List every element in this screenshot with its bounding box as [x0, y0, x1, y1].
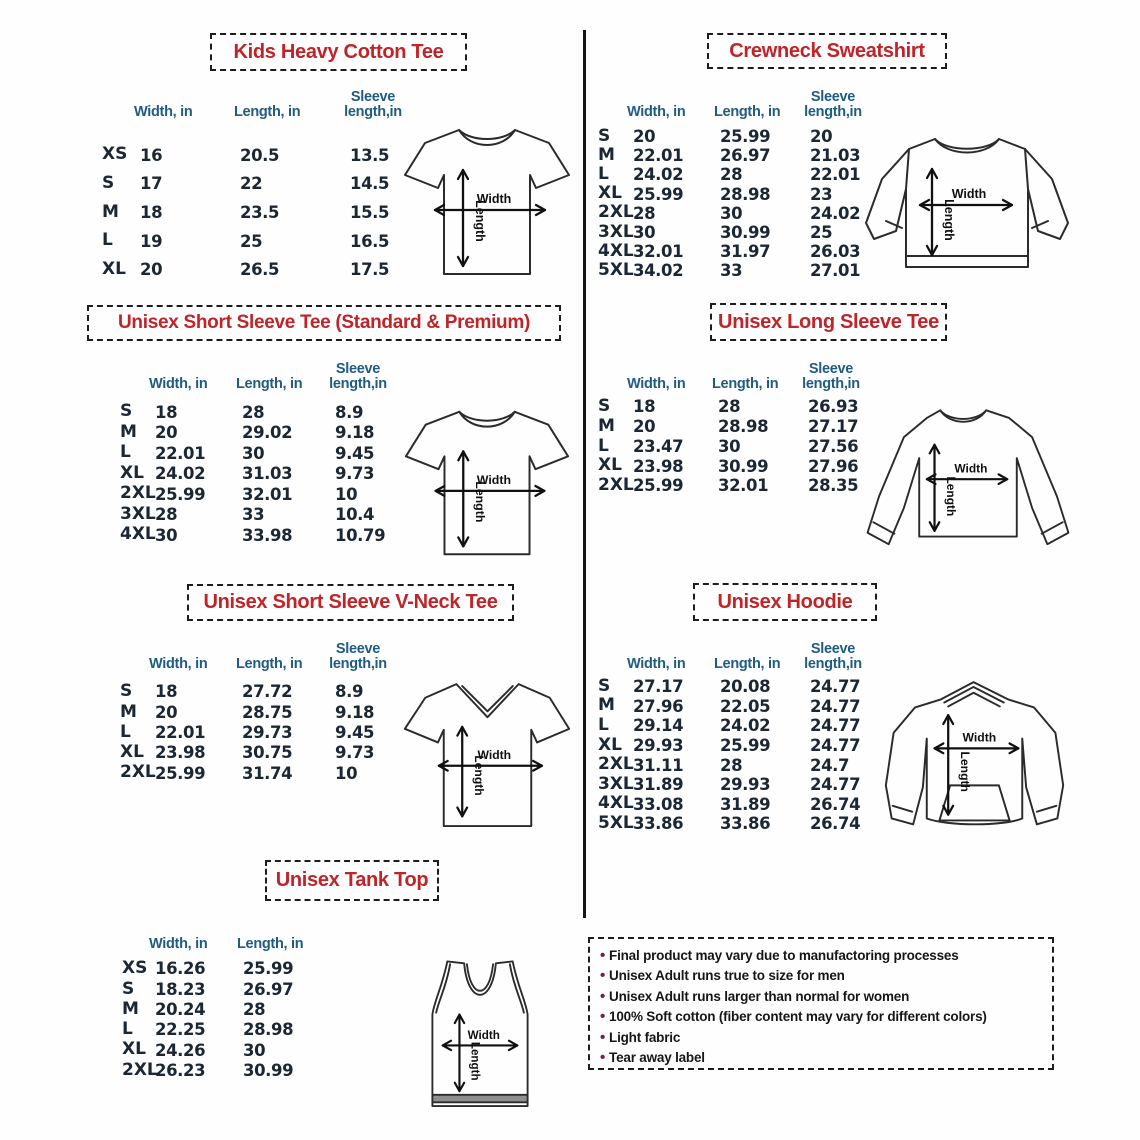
size-value: 25.99: [155, 484, 206, 504]
size-label: S: [598, 395, 611, 416]
length-label: Length: [473, 481, 488, 523]
size-label: XS: [122, 958, 148, 979]
size-value: 23: [810, 184, 833, 204]
size-value: 26.93: [808, 397, 859, 417]
size-value: 18: [155, 682, 178, 702]
size-label: 2XL: [598, 754, 634, 775]
size-value: 29.14: [633, 716, 684, 736]
size-value: 24.02: [810, 203, 861, 223]
section-kids-heavy-cotton-tee: [85, 28, 585, 298]
column-header: Length, in: [234, 103, 301, 120]
size-value: 30: [243, 1040, 266, 1060]
size-label: M: [598, 415, 615, 436]
size-value: 10: [335, 763, 358, 783]
size-value: 14.5: [350, 174, 390, 194]
notes-list: [600, 946, 1042, 1068]
table-header-row: [120, 634, 430, 672]
size-label: L: [102, 230, 113, 251]
table-row: [120, 682, 430, 702]
length-label: Length: [943, 476, 958, 517]
sweatshirt-illustration: [862, 125, 1072, 305]
size-value: 32.01: [633, 242, 684, 262]
table-row: [122, 1000, 343, 1020]
size-table: [598, 82, 895, 281]
size-value: 9.18: [335, 423, 375, 443]
tank-top-illustration: [424, 956, 536, 1118]
section-unisex-v-neck-tee: [85, 580, 585, 855]
table-row: [598, 456, 893, 476]
size-value: 10: [335, 484, 358, 504]
table-row: [120, 505, 430, 526]
size-table: [102, 82, 445, 284]
table-row: [120, 743, 430, 763]
section-title: Unisex Short Sleeve Tee (Standard & Premium): [87, 305, 561, 341]
size-value: 20.24: [155, 1000, 206, 1020]
size-value: 28.75: [242, 702, 293, 722]
size-value: 20: [155, 702, 178, 722]
note-item: • 100% Soft cotton (fiber content may vary for different colors): [600, 1007, 1042, 1027]
table-row: [598, 775, 895, 795]
size-value: 8.9: [335, 682, 364, 702]
table-row: [120, 702, 430, 722]
note-item: • Unisex Adult runs larger than normal for women: [600, 987, 1042, 1007]
size-value: 30: [718, 436, 741, 456]
column-header: Length, in: [714, 655, 781, 672]
width-label: Width: [951, 187, 987, 201]
product-notes: [588, 937, 1054, 1070]
size-value: 34.02: [633, 261, 684, 281]
size-table: [120, 354, 430, 546]
size-label: XL: [122, 1039, 146, 1060]
size-value: 26.23: [155, 1060, 206, 1080]
size-value: 16: [140, 145, 163, 165]
size-value: 33.08: [633, 794, 684, 814]
table-row: [120, 484, 430, 505]
size-table: [598, 354, 893, 496]
size-value: 31.89: [720, 794, 771, 814]
note-item: • Light fabric: [600, 1028, 1042, 1048]
section-unisex-short-sleeve-tee: [85, 300, 585, 575]
size-value: 23.5: [240, 203, 280, 223]
section-unisex-tank-top: [85, 858, 585, 1140]
table-row: [598, 716, 895, 736]
table-row: [598, 261, 895, 280]
size-value: 27.17: [808, 417, 859, 437]
long-sleeve-tee-illustration: [858, 398, 1078, 568]
size-value: 28: [242, 402, 265, 422]
note-item: • Tear away label: [600, 1048, 1042, 1068]
size-value: 30: [720, 203, 743, 223]
size-value: 33.86: [633, 814, 684, 834]
size-value: 24.7: [810, 755, 850, 775]
size-table: [598, 634, 895, 834]
column-header: Width, in: [134, 103, 193, 120]
size-label: XS: [102, 144, 128, 165]
size-value: 18: [140, 203, 163, 223]
table-row: [598, 223, 895, 242]
size-label: L: [122, 1019, 133, 1040]
table-row: [120, 525, 430, 546]
table-row: [598, 697, 895, 717]
size-value: 16.5: [350, 231, 390, 251]
table-row: [598, 417, 893, 437]
size-value: 32.01: [718, 476, 769, 496]
table-row: [120, 763, 430, 783]
size-value: 26.5: [240, 260, 280, 280]
table-row: [598, 755, 895, 775]
size-value: 28.98: [718, 417, 769, 437]
column-header: Length, in: [712, 375, 779, 392]
size-label: XL: [120, 742, 144, 763]
size-label: XL: [120, 462, 144, 483]
size-label: M: [598, 144, 615, 165]
size-value: 24.02: [633, 165, 684, 185]
size-value: 18.23: [155, 979, 206, 999]
size-label: 4XL: [120, 524, 156, 545]
size-label: 5XL: [598, 813, 634, 834]
size-value: 9.18: [335, 702, 375, 722]
table-row: [102, 170, 445, 199]
size-value: 23.98: [633, 456, 684, 476]
column-header: Length, in: [236, 655, 303, 672]
size-value: 27.72: [242, 682, 293, 702]
size-label: L: [598, 164, 609, 185]
size-value: 17: [140, 174, 163, 194]
table-row: [598, 242, 895, 261]
size-value: 10.4: [335, 505, 375, 525]
size-value: 24.02: [720, 716, 771, 736]
table-row: [122, 1020, 343, 1040]
size-value: 27.96: [808, 456, 859, 476]
size-value: 26.97: [720, 146, 771, 166]
size-value: 33: [242, 505, 265, 525]
size-label: XL: [102, 259, 126, 280]
size-value: 28: [718, 397, 741, 417]
size-value: 24.77: [810, 677, 861, 697]
size-label: S: [120, 681, 133, 702]
size-value: 25: [240, 231, 263, 251]
size-value: 24.26: [155, 1040, 206, 1060]
tee-illustration: [398, 398, 576, 570]
table-header-row: [122, 914, 343, 952]
size-value: 24.77: [810, 716, 861, 736]
section-crewneck-sweatshirt: [590, 28, 1085, 298]
size-value: 16.26: [155, 959, 206, 979]
size-value: 30: [155, 525, 178, 545]
table-row: [598, 127, 895, 146]
table-row: [122, 1060, 343, 1080]
size-table: [122, 914, 343, 1081]
length-label: Length: [473, 200, 487, 242]
size-value: 24.77: [810, 696, 861, 716]
table-row: [120, 443, 430, 464]
size-value: 29.93: [633, 735, 684, 755]
column-header: Width, in: [149, 655, 208, 672]
width-label: Width: [962, 730, 997, 745]
size-value: 27.56: [808, 436, 859, 456]
size-value: 28: [633, 203, 656, 223]
size-value: 28.98: [720, 184, 771, 204]
table-header-row: [102, 82, 445, 120]
size-value: 18: [633, 397, 656, 417]
table-row: [598, 397, 893, 417]
column-header: Length, in: [714, 103, 781, 120]
column-header: Sleeve length,in: [329, 640, 387, 672]
size-value: 30.99: [718, 456, 769, 476]
column-header: Length, in: [236, 375, 303, 392]
length-label: Length: [468, 1041, 482, 1081]
size-value: 18: [155, 402, 178, 422]
column-header: Width, in: [627, 103, 686, 120]
size-label: M: [102, 201, 119, 222]
size-label: 2XL: [598, 202, 634, 223]
size-value: 28.98: [243, 1020, 294, 1040]
size-label: M: [120, 421, 137, 442]
table-row: [120, 723, 430, 743]
width-label: Width: [476, 473, 512, 487]
column-header: Width, in: [149, 375, 208, 392]
table-header-row: [120, 354, 430, 392]
table-row: [598, 814, 895, 834]
size-value: 20: [140, 260, 163, 280]
size-value: 22.01: [155, 723, 206, 743]
table-row: [598, 677, 895, 697]
note-item: • Final product may vary due to manufactoring processes: [600, 946, 1042, 966]
size-value: 20: [633, 417, 656, 437]
size-value: 25.99: [633, 476, 684, 496]
size-value: 31.97: [720, 242, 771, 262]
size-value: 20: [633, 126, 656, 146]
size-label: 5XL: [598, 259, 634, 280]
section-title: Unisex Tank Top: [265, 860, 439, 901]
size-value: 31.03: [242, 464, 293, 484]
column-header: Sleeve length,in: [329, 360, 387, 392]
size-value: 30.99: [720, 222, 771, 242]
size-value: 27.17: [633, 677, 684, 697]
size-value: 29.02: [242, 423, 293, 443]
size-value: 9.73: [335, 464, 375, 484]
size-label: L: [120, 721, 131, 742]
size-label: S: [598, 125, 611, 146]
size-value: 26.74: [810, 794, 861, 814]
size-value: 25.99: [243, 959, 294, 979]
size-value: 29.73: [242, 723, 293, 743]
size-value: 15.5: [350, 203, 390, 223]
size-value: 9.45: [335, 723, 375, 743]
length-label: Length: [942, 199, 956, 241]
table-row: [122, 1040, 343, 1060]
size-value: 33.86: [720, 814, 771, 834]
size-value: 20.08: [720, 677, 771, 697]
size-value: 28: [720, 755, 743, 775]
size-label: L: [120, 442, 131, 463]
column-header: Width, in: [627, 655, 686, 672]
size-value: 24.77: [810, 775, 861, 795]
size-value: 30: [242, 443, 265, 463]
width-label: Width: [954, 461, 988, 476]
table-row: [102, 227, 445, 256]
size-label: M: [122, 998, 139, 1019]
length-label: Length: [957, 751, 972, 792]
v-neck-tee-illustration: [400, 672, 575, 844]
width-label: Width: [467, 1028, 500, 1042]
table-row: [598, 437, 893, 457]
size-value: 31.89: [633, 775, 684, 795]
size-label: L: [598, 715, 609, 736]
size-value: 24.02: [155, 464, 206, 484]
size-value: 22: [240, 174, 263, 194]
size-value: 25.99: [720, 735, 771, 755]
size-label: S: [120, 401, 133, 422]
table-row: [102, 256, 445, 285]
size-label: 3XL: [120, 503, 156, 524]
section-title: Unisex Hoodie: [693, 583, 877, 621]
size-label: 3XL: [598, 221, 634, 242]
column-header: Sleeve length,in: [804, 640, 862, 672]
hoodie-illustration: [880, 670, 1070, 852]
size-value: 9.45: [335, 443, 375, 463]
table-row: [120, 402, 430, 423]
size-label: 4XL: [598, 793, 634, 814]
size-value: 9.73: [335, 743, 375, 763]
size-label: 2XL: [598, 475, 634, 496]
size-value: 22.01: [810, 165, 861, 185]
size-value: 22.05: [720, 696, 771, 716]
section-title: Unisex Long Sleeve Tee: [710, 303, 947, 341]
column-header: Width, in: [627, 375, 686, 392]
size-label: XL: [598, 734, 622, 755]
size-value: 33: [720, 261, 743, 281]
section-title: Unisex Short Sleeve V-Neck Tee: [187, 584, 514, 621]
size-value: 20.5: [240, 145, 280, 165]
size-value: 31.74: [242, 763, 293, 783]
table-row: [598, 165, 895, 184]
note-item: • Unisex Adult runs true to size for men: [600, 966, 1042, 986]
table-row: [598, 736, 895, 756]
size-label: S: [122, 978, 135, 999]
size-value: 22.25: [155, 1020, 206, 1040]
size-label: M: [120, 701, 137, 722]
size-label: M: [598, 695, 615, 716]
size-label: 4XL: [598, 240, 634, 261]
size-value: 21.03: [810, 146, 861, 166]
size-value: 30.99: [243, 1060, 294, 1080]
size-label: L: [598, 435, 609, 456]
section-title: Crewneck Sweatshirt: [707, 33, 947, 69]
table-row: [120, 464, 430, 485]
column-header: Sleeve length,in: [804, 88, 862, 120]
size-value: 23.47: [633, 436, 684, 456]
size-value: 28: [720, 165, 743, 185]
size-value: 10.79: [335, 525, 386, 545]
table-row: [598, 146, 895, 165]
size-value: 26.74: [810, 814, 861, 834]
column-header: Sleeve length,in: [344, 88, 402, 120]
table-row: [122, 979, 343, 999]
column-header: Width, in: [149, 935, 208, 952]
column-header: Length, in: [237, 935, 304, 952]
size-value: 31.11: [633, 755, 684, 775]
size-value: 30.75: [242, 743, 293, 763]
table-header-row: [598, 634, 895, 672]
size-value: 33.98: [242, 525, 293, 545]
size-value: 24.77: [810, 735, 861, 755]
size-value: 27.96: [633, 696, 684, 716]
width-label: Width: [477, 747, 512, 762]
size-value: 30: [633, 222, 656, 242]
size-value: 26.97: [243, 979, 294, 999]
section-title: Kids Heavy Cotton Tee: [210, 33, 467, 71]
size-label: 2XL: [120, 762, 156, 783]
size-value: 17.5: [350, 260, 390, 280]
size-value: 19: [140, 231, 163, 251]
table-row: [102, 141, 445, 170]
table-row: [598, 795, 895, 815]
size-value: 28: [243, 1000, 266, 1020]
size-value: 32.01: [242, 484, 293, 504]
size-label: XL: [598, 455, 622, 476]
size-value: 22.01: [155, 443, 206, 463]
table-row: [102, 198, 445, 227]
size-table: [120, 634, 430, 783]
size-label: 3XL: [598, 773, 634, 794]
table-row: [598, 185, 895, 204]
length-label: Length: [471, 755, 486, 796]
size-value: 25.99: [155, 763, 206, 783]
size-value: 25.99: [633, 184, 684, 204]
size-value: 13.5: [350, 145, 390, 165]
size-label: XL: [598, 183, 622, 204]
size-value: 22.01: [633, 146, 684, 166]
table-row: [122, 959, 343, 979]
table-row: [598, 204, 895, 223]
tee-illustration: [397, 118, 577, 288]
table-header-row: [598, 354, 893, 392]
size-value: 28.35: [808, 476, 859, 496]
size-value: 20: [155, 423, 178, 443]
section-unisex-long-sleeve-tee: [590, 300, 1085, 575]
size-label: S: [102, 173, 115, 194]
size-value: 29.93: [720, 775, 771, 795]
size-value: 23.98: [155, 743, 206, 763]
width-label: Width: [476, 192, 512, 206]
size-label: S: [598, 675, 611, 696]
table-row: [598, 476, 893, 496]
size-value: 27.01: [810, 261, 861, 281]
column-header: Sleeve length,in: [802, 360, 860, 392]
size-label: 2XL: [122, 1059, 158, 1080]
section-unisex-hoodie: [590, 580, 1085, 860]
size-value: 20: [810, 126, 833, 146]
size-value: 25: [810, 222, 833, 242]
table-header-row: [598, 82, 895, 120]
size-value: 26.03: [810, 242, 861, 262]
size-value: 28: [155, 505, 178, 525]
size-value: 8.9: [335, 402, 364, 422]
size-value: 25.99: [720, 126, 771, 146]
size-label: 2XL: [120, 483, 156, 504]
table-row: [120, 423, 430, 444]
